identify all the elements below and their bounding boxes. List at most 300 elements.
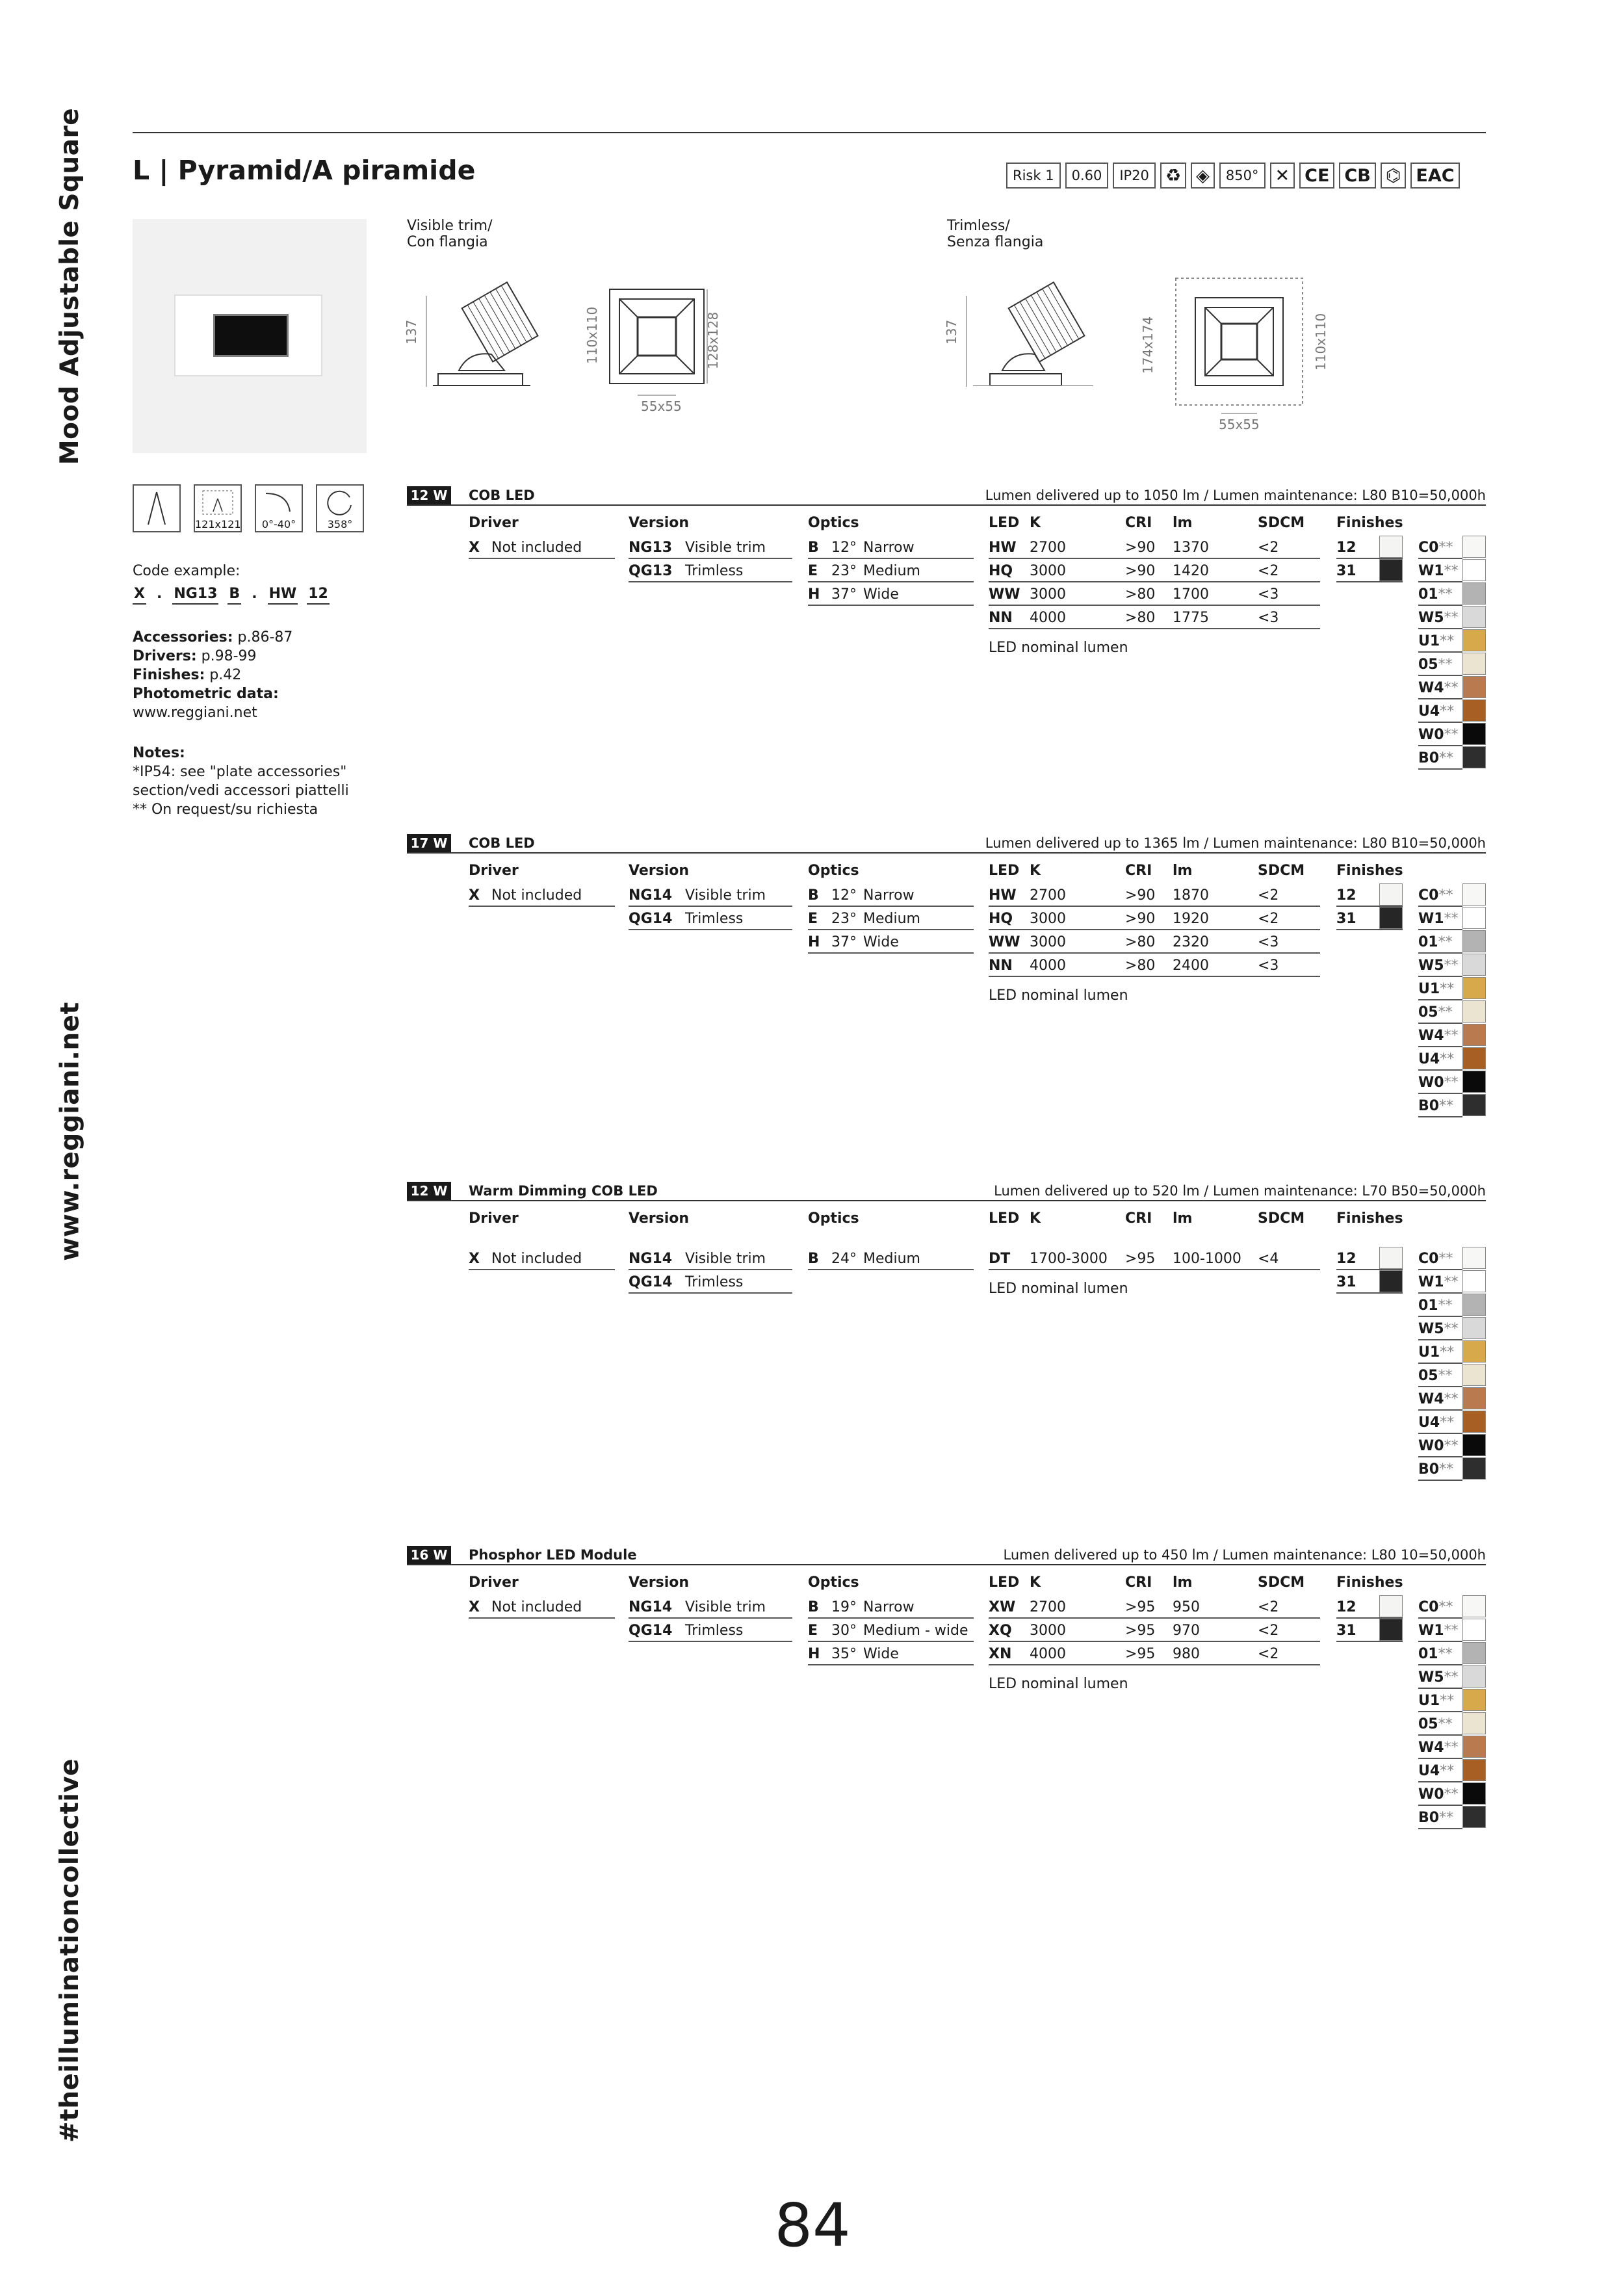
version-code: NG14 [629, 1599, 673, 1615]
version-code: NG13 [629, 540, 673, 556]
col-header-driver: Driver [469, 515, 519, 531]
on-request-mark: ** [1438, 1251, 1453, 1267]
led-cri: >95 [1125, 1623, 1156, 1639]
section-header [407, 834, 1486, 854]
led-sdcm: <3 [1258, 586, 1279, 603]
wattage-badge: 16 W [407, 1546, 451, 1564]
led-lm: 1370 [1173, 540, 1209, 556]
finish-swatch [1379, 1270, 1403, 1292]
dim-light-label-2: 55x55 [1219, 417, 1260, 432]
color-code-text: U1 [1418, 1344, 1440, 1361]
color-swatch [1462, 1387, 1486, 1409]
color-code [1418, 1763, 1454, 1779]
page-number: 84 [774, 2191, 851, 2260]
finish-swatch [1379, 1247, 1403, 1269]
lumen-info: Lumen delivered up to 1365 lm / Lumen maintenance: L80 B10=50,000h [985, 835, 1486, 851]
col-header-led: LED [989, 1574, 1020, 1591]
col-header-cri: CRI [1125, 1574, 1152, 1591]
optic-code: E [808, 911, 818, 927]
code-example-label: Code example: [133, 563, 240, 579]
col-header-k: K [1030, 1574, 1041, 1591]
led-code: NN [989, 958, 1013, 974]
led-sdcm: <2 [1258, 563, 1279, 579]
wattage-badge: 12 W [407, 486, 451, 504]
color-code-text: W4 [1418, 680, 1444, 696]
optic-code: E [808, 1623, 818, 1639]
on-request-mark: ** [1438, 1298, 1453, 1314]
on-request-mark: ** [1438, 540, 1453, 556]
led-cri: >80 [1125, 610, 1156, 626]
ce-mark: CE [1299, 163, 1334, 189]
row-divider [1336, 929, 1403, 930]
color-code-text: B0 [1418, 1810, 1440, 1826]
color-code-text: W4 [1418, 1391, 1444, 1407]
led-lm: 1775 [1173, 610, 1209, 626]
optic-label: Narrow [863, 1599, 915, 1615]
row-divider [1418, 581, 1462, 582]
version-label: Visible trim [685, 1251, 766, 1267]
driver-label: Not included [491, 887, 582, 904]
on-request-mark: ** [1444, 1075, 1459, 1091]
row-divider [1418, 952, 1462, 954]
on-request-mark: ** [1440, 981, 1455, 997]
color-swatch [1462, 1094, 1486, 1116]
section-header [407, 1182, 1486, 1201]
cb-mark: CB [1339, 163, 1375, 189]
row-divider [469, 1269, 615, 1270]
led-k: 3000 [1030, 586, 1066, 603]
version-code: QG14 [629, 911, 673, 927]
family-name: Mood Adjustable Square [55, 107, 85, 465]
row-divider [1418, 722, 1462, 723]
led-sdcm: <2 [1258, 1599, 1279, 1615]
version-code: QG14 [629, 1274, 673, 1290]
row-divider [1418, 768, 1462, 770]
color-swatch [1462, 746, 1486, 768]
side-label-family [31, 104, 109, 468]
optic-angle: 37° [831, 934, 857, 950]
driver-label: Not included [491, 1599, 582, 1615]
on-request-mark: ** [1439, 1461, 1454, 1478]
color-swatch [1462, 1270, 1486, 1292]
row-divider [1418, 1046, 1462, 1047]
row-divider [1418, 929, 1462, 930]
color-swatch [1462, 1047, 1486, 1069]
led-code: HW [989, 540, 1017, 556]
color-swatch [1462, 883, 1486, 906]
color-code [1418, 1810, 1453, 1826]
color-code [1418, 750, 1453, 766]
col-header-lm: lm [1173, 863, 1193, 879]
color-swatch [1462, 1806, 1486, 1828]
color-code [1418, 563, 1459, 579]
col-header-version: Version [629, 1210, 690, 1227]
row-divider [989, 605, 1320, 606]
section-title: Warm Dimming COB LED [469, 1183, 658, 1199]
row-divider [989, 1641, 1320, 1642]
color-swatch [1462, 653, 1486, 675]
finish-code: 31 [1336, 563, 1357, 579]
dim-height-label-2: 137 [944, 319, 959, 345]
led-lm: 1870 [1173, 887, 1209, 904]
no-insulation-icon: ✕ [1270, 163, 1295, 189]
led-code: WW [989, 934, 1020, 950]
glow-wire-badge: 850° [1219, 163, 1266, 189]
row-divider [1418, 1805, 1462, 1806]
row-divider [989, 628, 1320, 629]
led-cri: >80 [1125, 934, 1156, 950]
on-request-mark: ** [1438, 1004, 1453, 1021]
color-code-text: C0 [1418, 887, 1439, 904]
col-header-sdcm: SDCM [1258, 1210, 1305, 1227]
color-swatch [1462, 1782, 1486, 1805]
color-code [1418, 1028, 1459, 1044]
optic-label: Medium [863, 1251, 920, 1267]
color-swatch [1462, 1411, 1486, 1433]
col-header-finishes: Finishes [1336, 515, 1403, 531]
version-label: Visible trim [685, 540, 766, 556]
color-code [1418, 1274, 1459, 1290]
section-title: Phosphor LED Module [469, 1547, 637, 1563]
color-code-text: U4 [1418, 703, 1440, 720]
col-header-lm: lm [1173, 1210, 1193, 1227]
color-swatch [1462, 629, 1486, 651]
eac-mark: EAC [1410, 163, 1459, 189]
color-swatch [1462, 1317, 1486, 1339]
code-sep: . [252, 586, 257, 602]
color-swatch [1462, 676, 1486, 698]
finish-code: 12 [1336, 887, 1357, 904]
optic-code: B [808, 1599, 819, 1615]
lumen-info: Lumen delivered up to 520 lm / Lumen maintenance: L70 B50=50,000h [994, 1183, 1486, 1199]
color-swatch [1462, 1000, 1486, 1023]
optic-code: H [808, 586, 820, 603]
row-divider [989, 1269, 1320, 1270]
row-divider [808, 1664, 974, 1665]
col-header-lm: lm [1173, 515, 1193, 531]
color-code-text: C0 [1418, 1251, 1439, 1267]
on-request-mark: ** [1438, 887, 1453, 904]
optic-code: B [808, 887, 819, 904]
dim-height-label: 137 [404, 319, 419, 345]
led-cri: >90 [1125, 540, 1156, 556]
color-code [1418, 1786, 1459, 1803]
version-label: Trimless [685, 1274, 744, 1290]
row-divider [1418, 558, 1462, 559]
color-code-text: W5 [1418, 958, 1444, 974]
color-code [1418, 1461, 1453, 1478]
on-request-mark: ** [1440, 703, 1455, 720]
color-swatch [1462, 582, 1486, 605]
page-title: L | Pyramid/A piramide [133, 155, 476, 186]
row-divider [1418, 1688, 1462, 1689]
col-header-led: LED [989, 1210, 1020, 1227]
row-divider [989, 906, 1320, 907]
row-divider [1418, 651, 1462, 653]
row-divider [1418, 1456, 1462, 1457]
col-header-lm: lm [1173, 1574, 1193, 1591]
led-k: 1700-3000 [1030, 1251, 1108, 1267]
finish-swatch [1379, 559, 1403, 581]
led-lm: 100-1000 [1173, 1251, 1241, 1267]
section-header [407, 1546, 1486, 1565]
row-divider [1418, 1386, 1462, 1387]
color-code-text: W0 [1418, 1438, 1444, 1454]
led-lm: 2400 [1173, 958, 1209, 974]
row-divider [1418, 745, 1462, 746]
on-request-mark: ** [1444, 1274, 1459, 1290]
on-request-mark: ** [1444, 1740, 1459, 1756]
visible-trim-caption: Visible trim/ Con flangia [407, 218, 493, 250]
recycle-icon: ♻ [1160, 163, 1186, 189]
led-k: 4000 [1030, 958, 1066, 974]
led-k: 4000 [1030, 1646, 1066, 1662]
color-code-text: U1 [1418, 1693, 1440, 1709]
trimless-caption: Trimless/ Senza flangia [947, 218, 1044, 250]
row-divider [1418, 1664, 1462, 1665]
dim-trimless-label: 174x174 [1140, 316, 1156, 374]
color-code [1418, 1646, 1453, 1662]
color-code-text: W5 [1418, 1669, 1444, 1686]
version-code: QG14 [629, 1623, 673, 1639]
led-sdcm: <2 [1258, 911, 1279, 927]
row-divider [1418, 1269, 1462, 1270]
optic-code: B [808, 540, 819, 556]
beam-icon [133, 484, 181, 532]
led-k: 2700 [1030, 540, 1066, 556]
led-k: 3000 [1030, 911, 1066, 927]
row-divider [808, 1269, 974, 1270]
color-code [1418, 1693, 1454, 1709]
color-code-text: U1 [1418, 633, 1440, 649]
finish-code: 12 [1336, 540, 1357, 556]
col-header-sdcm: SDCM [1258, 1574, 1305, 1591]
row-divider [1336, 1292, 1403, 1294]
color-swatch [1462, 977, 1486, 999]
led-lm: 2320 [1173, 934, 1209, 950]
optic-angle: 12° [831, 540, 857, 556]
lamp-trim [174, 294, 322, 376]
color-swatch [1462, 1457, 1486, 1480]
notes-block: Notes: *IP54: see "plate accessories" section/vedi accessori piattelli ** On request/su richiesta [133, 745, 349, 818]
row-divider [1418, 1363, 1462, 1364]
spec-section [407, 834, 1486, 1198]
code-finish: 12 [307, 586, 330, 605]
led-sdcm: <3 [1258, 934, 1279, 950]
row-divider [629, 929, 792, 930]
spec-section [407, 1182, 1486, 1546]
row-divider [989, 581, 1320, 582]
color-code [1418, 727, 1459, 743]
on-request-mark: ** [1439, 750, 1454, 766]
optic-label: Medium - wide [863, 1623, 968, 1639]
product-photo [133, 219, 367, 453]
optic-code: H [808, 1646, 820, 1662]
col-header-cri: CRI [1125, 515, 1152, 531]
row-divider [1418, 1116, 1462, 1117]
on-request-mark: ** [1444, 1391, 1459, 1407]
row-divider [1418, 1711, 1462, 1712]
version-label: Trimless [685, 1623, 744, 1639]
finish-code: 12 [1336, 1599, 1357, 1615]
led-sdcm: <3 [1258, 958, 1279, 974]
row-divider [808, 929, 974, 930]
led-lm: 970 [1173, 1623, 1200, 1639]
color-code [1418, 633, 1454, 649]
row-divider [989, 952, 1320, 954]
imq-icon: ⌬ [1381, 163, 1407, 189]
color-swatch [1462, 1294, 1486, 1316]
row-divider [808, 581, 974, 582]
color-code-text: B0 [1418, 1098, 1440, 1114]
optic-angle: 24° [831, 1251, 857, 1267]
on-request-mark: ** [1444, 958, 1459, 974]
col-header-finishes: Finishes [1336, 1210, 1403, 1227]
color-code-text: U4 [1418, 1763, 1440, 1779]
col-header-version: Version [629, 863, 690, 879]
color-code [1418, 911, 1459, 927]
color-code-text: W0 [1418, 1075, 1444, 1091]
led-sdcm: <2 [1258, 1623, 1279, 1639]
row-divider [1418, 1292, 1462, 1294]
row-divider [989, 1617, 1320, 1619]
version-code: QG13 [629, 563, 673, 579]
col-header-cri: CRI [1125, 1210, 1152, 1227]
row-divider [1418, 976, 1462, 977]
row-divider [1336, 581, 1403, 582]
col-header-optics: Optics [808, 515, 859, 531]
col-header-optics: Optics [808, 863, 859, 879]
section-title: COB LED [469, 835, 535, 851]
photometric-link[interactable]: www.reggiani.net [133, 705, 257, 721]
col-header-version: Version [629, 1574, 690, 1591]
led-k: 3000 [1030, 563, 1066, 579]
on-request-mark: ** [1444, 1321, 1459, 1337]
hashtag: #theilluminationcollective [55, 1758, 85, 2143]
color-code-text: 01 [1418, 1298, 1438, 1314]
led-code: NN [989, 610, 1013, 626]
color-swatch [1462, 907, 1486, 929]
row-divider [629, 558, 792, 559]
version-label: Visible trim [685, 1599, 766, 1615]
finish-code: 31 [1336, 1274, 1357, 1290]
color-code [1418, 981, 1454, 997]
color-code-text: W0 [1418, 1786, 1444, 1803]
optic-code: E [808, 563, 818, 579]
optic-label: Wide [863, 1646, 899, 1662]
color-code [1418, 1623, 1459, 1639]
color-swatch [1462, 1340, 1486, 1363]
website-link[interactable]: www.reggiani.net [55, 1001, 85, 1261]
color-code [1418, 934, 1453, 950]
color-code-text: 01 [1418, 586, 1438, 603]
led-k: 2700 [1030, 1599, 1066, 1615]
rotation-icon: 358° [316, 484, 364, 532]
dim-cut-label: 110x110 [584, 306, 600, 364]
led-code: HQ [989, 563, 1013, 579]
color-swatch [1462, 606, 1486, 628]
color-code-text: C0 [1418, 1599, 1439, 1615]
led-cri: >80 [1125, 958, 1156, 974]
on-request-mark: ** [1440, 1344, 1455, 1361]
version-code: NG14 [629, 887, 673, 904]
led-lm: 1920 [1173, 911, 1209, 927]
led-lm: 950 [1173, 1599, 1200, 1615]
color-code-text: W0 [1418, 727, 1444, 743]
led-k: 3000 [1030, 934, 1066, 950]
optic-angle: 19° [831, 1599, 857, 1615]
optic-label: Wide [863, 934, 899, 950]
color-code-text: U4 [1418, 1051, 1440, 1067]
color-swatch [1462, 1712, 1486, 1734]
color-swatch [1462, 1689, 1486, 1711]
on-request-mark: ** [1439, 1810, 1454, 1826]
row-divider [469, 558, 615, 559]
row-divider [629, 1617, 792, 1619]
color-code [1418, 680, 1459, 696]
code-driver: X [133, 586, 146, 605]
color-swatch [1462, 1665, 1486, 1688]
on-request-mark: ** [1444, 727, 1459, 743]
led-cri: >90 [1125, 887, 1156, 904]
row-divider [1418, 1023, 1462, 1024]
color-swatch [1462, 559, 1486, 581]
row-divider [1418, 1758, 1462, 1759]
color-code [1418, 1438, 1459, 1454]
finish-code: 31 [1336, 911, 1357, 927]
color-code [1418, 657, 1453, 673]
color-code-text: U4 [1418, 1415, 1440, 1431]
color-code-text: U1 [1418, 981, 1440, 997]
spec-section [407, 1546, 1486, 1910]
col-header-led: LED [989, 863, 1020, 879]
row-divider [1418, 1641, 1462, 1642]
header-rule [133, 132, 1486, 133]
code-example [133, 586, 330, 605]
wattage-badge: 12 W [407, 1182, 451, 1200]
color-code-text: W5 [1418, 1321, 1444, 1337]
color-code [1418, 540, 1453, 556]
col-header-cri: CRI [1125, 863, 1152, 879]
color-swatch [1462, 536, 1486, 558]
led-lm: 980 [1173, 1646, 1200, 1662]
color-code [1418, 1251, 1453, 1267]
color-code-text: C0 [1418, 540, 1439, 556]
finish-swatch [1379, 1595, 1403, 1617]
color-code-text: W1 [1418, 563, 1444, 579]
row-divider [1418, 1828, 1462, 1829]
side-label-website[interactable] [31, 1001, 109, 1261]
color-code-text: B0 [1418, 750, 1440, 766]
led-lm: 1420 [1173, 563, 1209, 579]
version-label: Trimless [685, 911, 744, 927]
color-code-text: 05 [1418, 1368, 1438, 1384]
row-divider [1336, 1641, 1403, 1642]
finish-code: 12 [1336, 1251, 1357, 1267]
color-swatch [1462, 1619, 1486, 1641]
wattage-badge: 17 W [407, 834, 451, 852]
power-factor-badge: 0.60 [1065, 163, 1109, 189]
row-divider [469, 906, 615, 907]
led-k: 4000 [1030, 610, 1066, 626]
on-request-mark: ** [1444, 1669, 1459, 1686]
tilt-icon: 0°-40° [255, 484, 303, 532]
on-request-mark: ** [1438, 1646, 1453, 1662]
section-header [407, 486, 1486, 506]
color-code-text: W5 [1418, 610, 1444, 626]
row-divider [1418, 675, 1462, 676]
optic-code: B [808, 1251, 819, 1267]
